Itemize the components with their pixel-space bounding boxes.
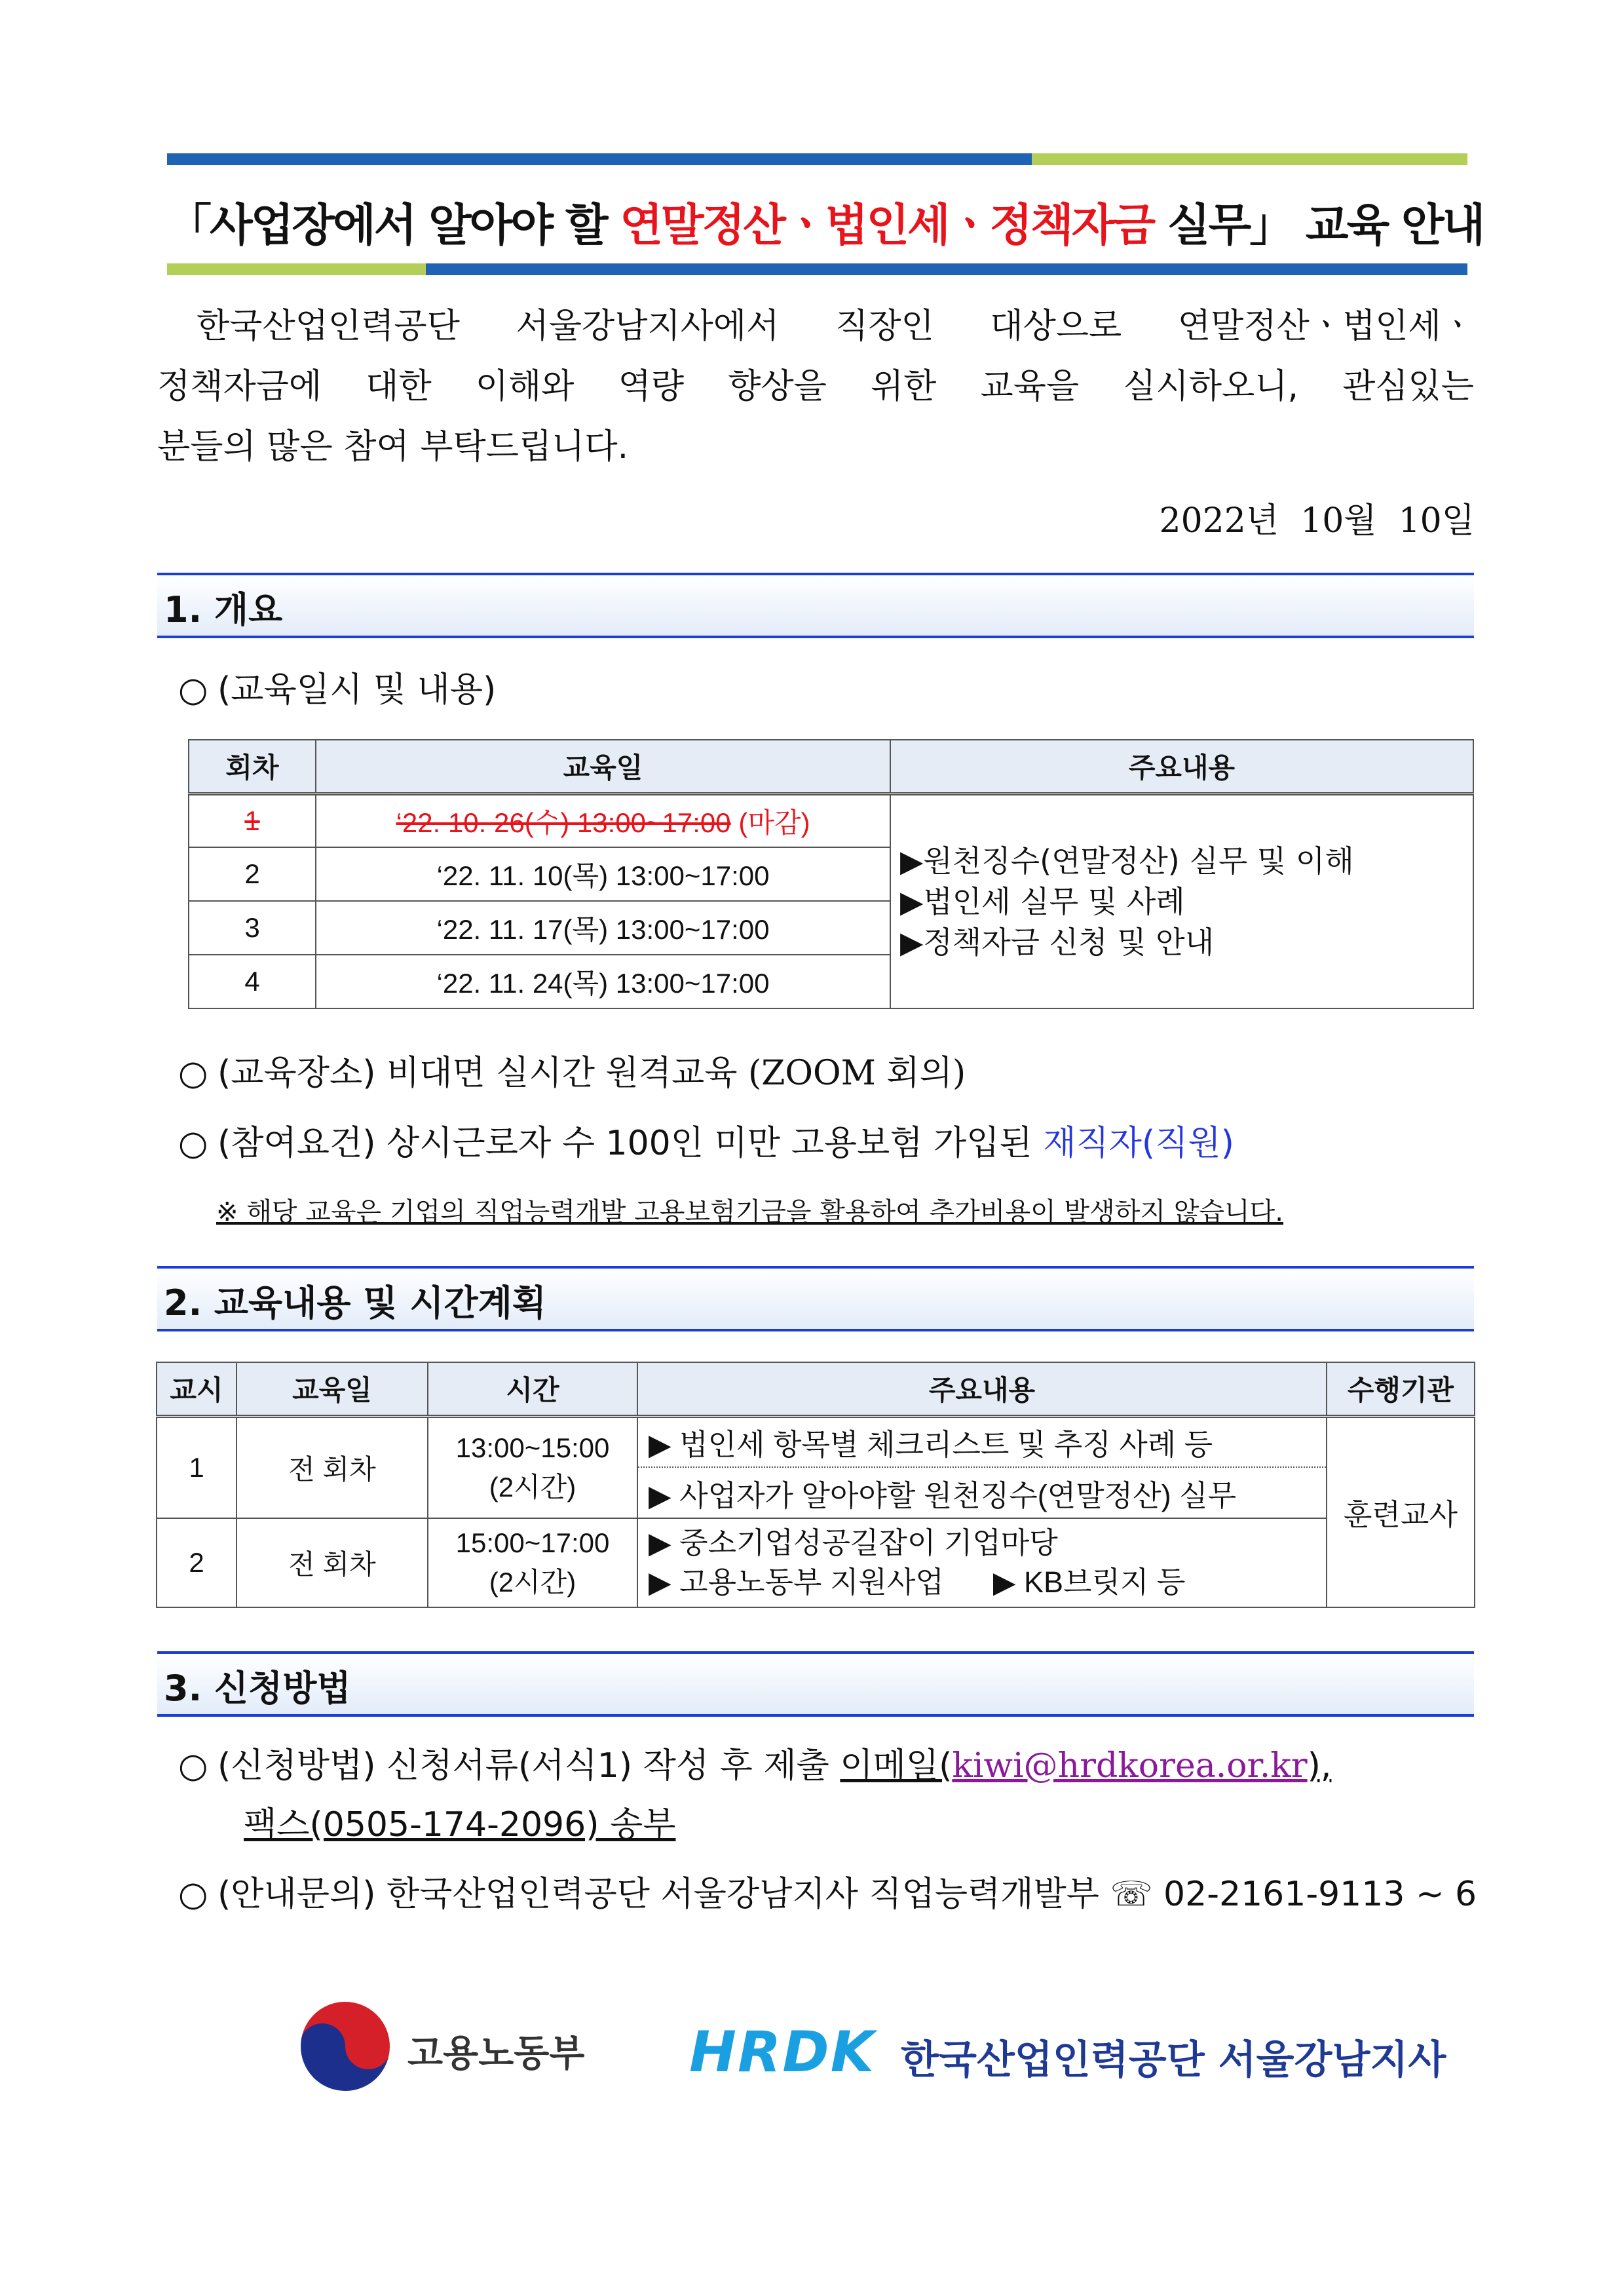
title-bar-top-blue — [167, 153, 1032, 165]
col-header-day: 교육일 — [236, 1362, 428, 1416]
apply-bullet: ○ (신청방법) 신청서류(서식1) 작성 후 제출 이메일(kiwi@hrdkorea.or.kr), — [178, 1746, 1332, 1786]
place-bullet: ○ (교육장소) 비대면 실시간 원격교육 (ZOOM 회의) — [178, 1054, 966, 1093]
period-2-time: 15:00~17:00 (2시간) — [428, 1518, 637, 1607]
schedule-bullet: ○ (교육일시 및 내용) — [178, 670, 497, 710]
col-header-topic: 주요내용 — [637, 1362, 1327, 1416]
round-1-date: ‘22. 10. 26(수) 13:00~17:00 (마감) — [316, 794, 890, 847]
page-title: 「사업장에서 알아야 할 연말정산ㆍ법인세ㆍ정책자금 실무」 교육 안내 — [167, 200, 1484, 252]
period-1-topic-2: ▶ 사업자가 알아야할 원천징수(연말정산) 실무 — [637, 1467, 1327, 1518]
period-1-day: 전 회차 — [236, 1416, 428, 1518]
requirement-bullet: ○ (참여요건) 상시근로자 수 100인 미만 고용보험 가입된 재직자(직원) — [178, 1124, 1234, 1163]
round-4-date: ‘22. 11. 24(목) 13:00~17:00 — [316, 955, 890, 1008]
period-2-topics: ▶ 중소기업성공길잡이 기업마당 ▶ 고용노동부 지원사업 ▶ KB브릿지 등 — [637, 1518, 1327, 1607]
section-1-heading: 1. 개요 — [157, 573, 1474, 638]
round-3-no: 3 — [189, 901, 316, 955]
period-1-time: 13:00~15:00 (2시간) — [428, 1416, 637, 1518]
schedule-table — [188, 739, 1474, 1009]
section-2-heading: 2. 교육내용 및 시간계획 — [157, 1266, 1474, 1331]
email-link[interactable]: kiwi@hrdkorea.or.kr — [952, 1746, 1308, 1786]
period-2-no: 2 — [157, 1518, 236, 1607]
fax-line: 팩스(0505-174-2096) 송부 — [244, 1805, 676, 1845]
round-4-no: 4 — [189, 955, 316, 1008]
round-2-date: ‘22. 11. 10(목) 13:00~17:00 — [316, 847, 890, 901]
taegeuk-emblem-icon — [296, 1997, 394, 2095]
col-header-agency: 수행기관 — [1327, 1362, 1475, 1416]
content-item: ▶원천징수(연말정산) 실무 및 이해 — [900, 843, 1354, 879]
contact-bullet: ○ (안내문의) 한국산업인력공단 서울강남지사 직업능력개발부 ☏ 02-2161-9113 ~ 6 — [178, 1875, 1477, 1914]
curriculum-table — [156, 1362, 1475, 1608]
hrdk-name: 한국산업인력공단 서울강남지사 — [901, 2037, 1446, 2083]
intro-line-2: 정책자금에 대한 이해와 역량 향상을 위한 교육을 실시하오니, 관심있는 — [157, 367, 1474, 406]
col-header-round: 회차 — [189, 740, 316, 794]
hrdk-logo: HRDK — [689, 2019, 876, 2085]
round-2-no: 2 — [189, 847, 316, 901]
intro-line-3: 분들의 많은 참여 부탁드립니다. — [157, 427, 629, 467]
content-item: ▶법인세 실무 및 사례 — [900, 883, 1185, 919]
col-header-content: 주요내용 — [890, 740, 1473, 794]
col-header-date: 교육일 — [316, 740, 890, 794]
title-bar-top-green — [1032, 153, 1467, 165]
period-1-no: 1 — [157, 1416, 236, 1518]
round-3-date: ‘22. 11. 17(목) 13:00~17:00 — [316, 901, 890, 955]
main-content-cell — [890, 794, 1473, 1008]
agency-cell: 훈련교사 — [1327, 1416, 1475, 1607]
title-bar-bottom-green — [167, 263, 426, 275]
round-1-no: 1 — [189, 794, 316, 847]
funding-note: ※ 해당 교육은 기업의 직업능력개발 고용보험기금을 활용하여 추가비용이 발생하지 않습니다. — [216, 1197, 1283, 1227]
ministry-logo — [296, 1997, 637, 2095]
intro-line-1: 한국산업인력공단 서울강남지사에서 직장인 대상으로 연말정산ㆍ법인세ㆍ — [197, 307, 1474, 346]
col-header-period: 교시 — [157, 1362, 236, 1416]
section-3-heading: 3. 신청방법 — [157, 1651, 1474, 1717]
title-bar-bottom-blue — [426, 263, 1467, 275]
content-item: ▶정책자금 신청 및 안내 — [900, 924, 1215, 960]
document-date: 2022년 10월 10일 — [1159, 501, 1475, 541]
period-2-day: 전 회차 — [236, 1518, 428, 1607]
col-header-time: 시간 — [428, 1362, 637, 1416]
ministry-name: 고용노동부 — [407, 2033, 585, 2075]
period-1-topic-1: ▶ 법인세 항목별 체크리스트 및 추징 사례 등 — [637, 1416, 1327, 1467]
